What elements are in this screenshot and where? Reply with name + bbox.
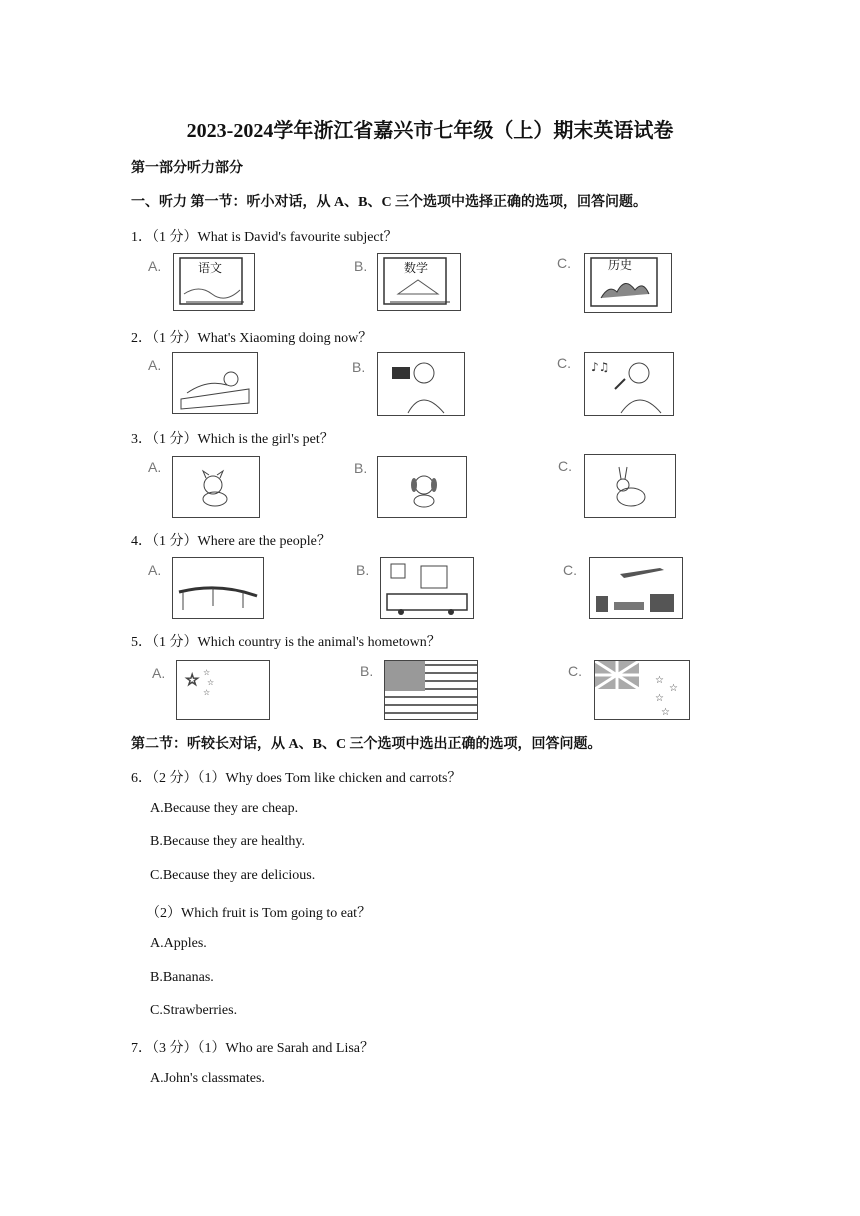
sleeping-icon: [172, 352, 258, 414]
bridge-icon: [172, 557, 264, 619]
question-7: 7．（3 分）（1）Who are Sarah and Lisa？: [131, 1041, 374, 1056]
option-letter: C.: [558, 458, 572, 474]
question-5: 5．（1 分）Which country is the animal's hometown？: [131, 635, 441, 650]
book-caption: 语文: [198, 261, 223, 275]
bus-station-icon: [380, 557, 474, 619]
book-caption: 历史: [608, 258, 633, 272]
svg-text:☆: ☆: [661, 707, 670, 718]
option-letter: B.: [356, 562, 370, 578]
question-4: 4．（1 分）Where are the people？: [131, 534, 331, 549]
option-letter: B.: [354, 258, 368, 274]
china-flag-icon: [176, 660, 270, 720]
question-3: 3．（1 分）Which is the girl's pet？: [131, 432, 334, 447]
usa-flag-icon: [384, 660, 478, 720]
option-b: B.Bananas.: [150, 970, 214, 985]
option-b: B.Because they are healthy.: [150, 834, 305, 849]
svg-text:☆: ☆: [669, 683, 678, 694]
section-heading-1: 一、听力 第一节：听小对话，从 A、B、C 三个选项中选择正确的选项，回答问题。: [131, 195, 648, 210]
question-2: 2．（1 分）What's Xiaoming doing now？: [131, 331, 373, 346]
option-letter: B.: [352, 359, 366, 375]
section-heading-2: 第二节：听较长对话，从 A、B、C 三个选项中选出正确的选项，回答问题。: [131, 737, 602, 752]
option-letter: B.: [360, 663, 374, 679]
option-letter: B.: [354, 460, 368, 476]
option-letter: C.: [563, 562, 577, 578]
option-letter: A.: [152, 665, 166, 681]
option-a: A.John's classmates.: [150, 1071, 265, 1086]
option-a: A.Because they are cheap.: [150, 801, 299, 816]
page-title: 2023-2024学年浙江省嘉兴市七年级（上）期末英语试卷: [186, 120, 674, 142]
svg-text:☆: ☆: [655, 675, 664, 686]
option-a: A.Apples.: [150, 936, 207, 951]
option-letter: A.: [148, 258, 162, 274]
option-c: C.Strawberries.: [150, 1003, 238, 1018]
part-heading: 第一部分听力部分: [131, 161, 243, 176]
singing-icon: [584, 352, 674, 416]
rabbit-icon: [584, 454, 676, 518]
svg-text:☆: ☆: [655, 693, 664, 704]
svg-text:☆: ☆: [185, 670, 200, 689]
svg-text:♪♫: ♪♫: [591, 360, 610, 374]
book-caption: 数学: [404, 261, 429, 275]
option-letter: A.: [148, 562, 162, 578]
question-6: 6．（2 分）（1）Why does Tom like chicken and carrots？: [131, 771, 462, 786]
cat-icon: [172, 456, 260, 518]
svg-text:☆: ☆: [203, 668, 211, 677]
option-c: C.Because they are delicious.: [150, 868, 316, 883]
option-letter: C.: [557, 255, 571, 271]
taking-photo-icon: [377, 352, 465, 416]
option-letter: C.: [568, 663, 582, 679]
option-letter: A.: [148, 357, 162, 373]
svg-text:☆: ☆: [203, 688, 211, 697]
sub-question: （2）Which fruit is Tom going to eat？: [146, 906, 372, 921]
question-1: 1．（1 分）What is David's favourite subject？: [131, 230, 398, 245]
airport-icon: [589, 557, 683, 619]
svg-text:☆: ☆: [207, 678, 215, 687]
dog-icon: [377, 456, 467, 518]
new-zealand-flag-icon: [594, 660, 690, 720]
option-letter: A.: [148, 459, 162, 475]
option-letter: C.: [557, 355, 571, 371]
